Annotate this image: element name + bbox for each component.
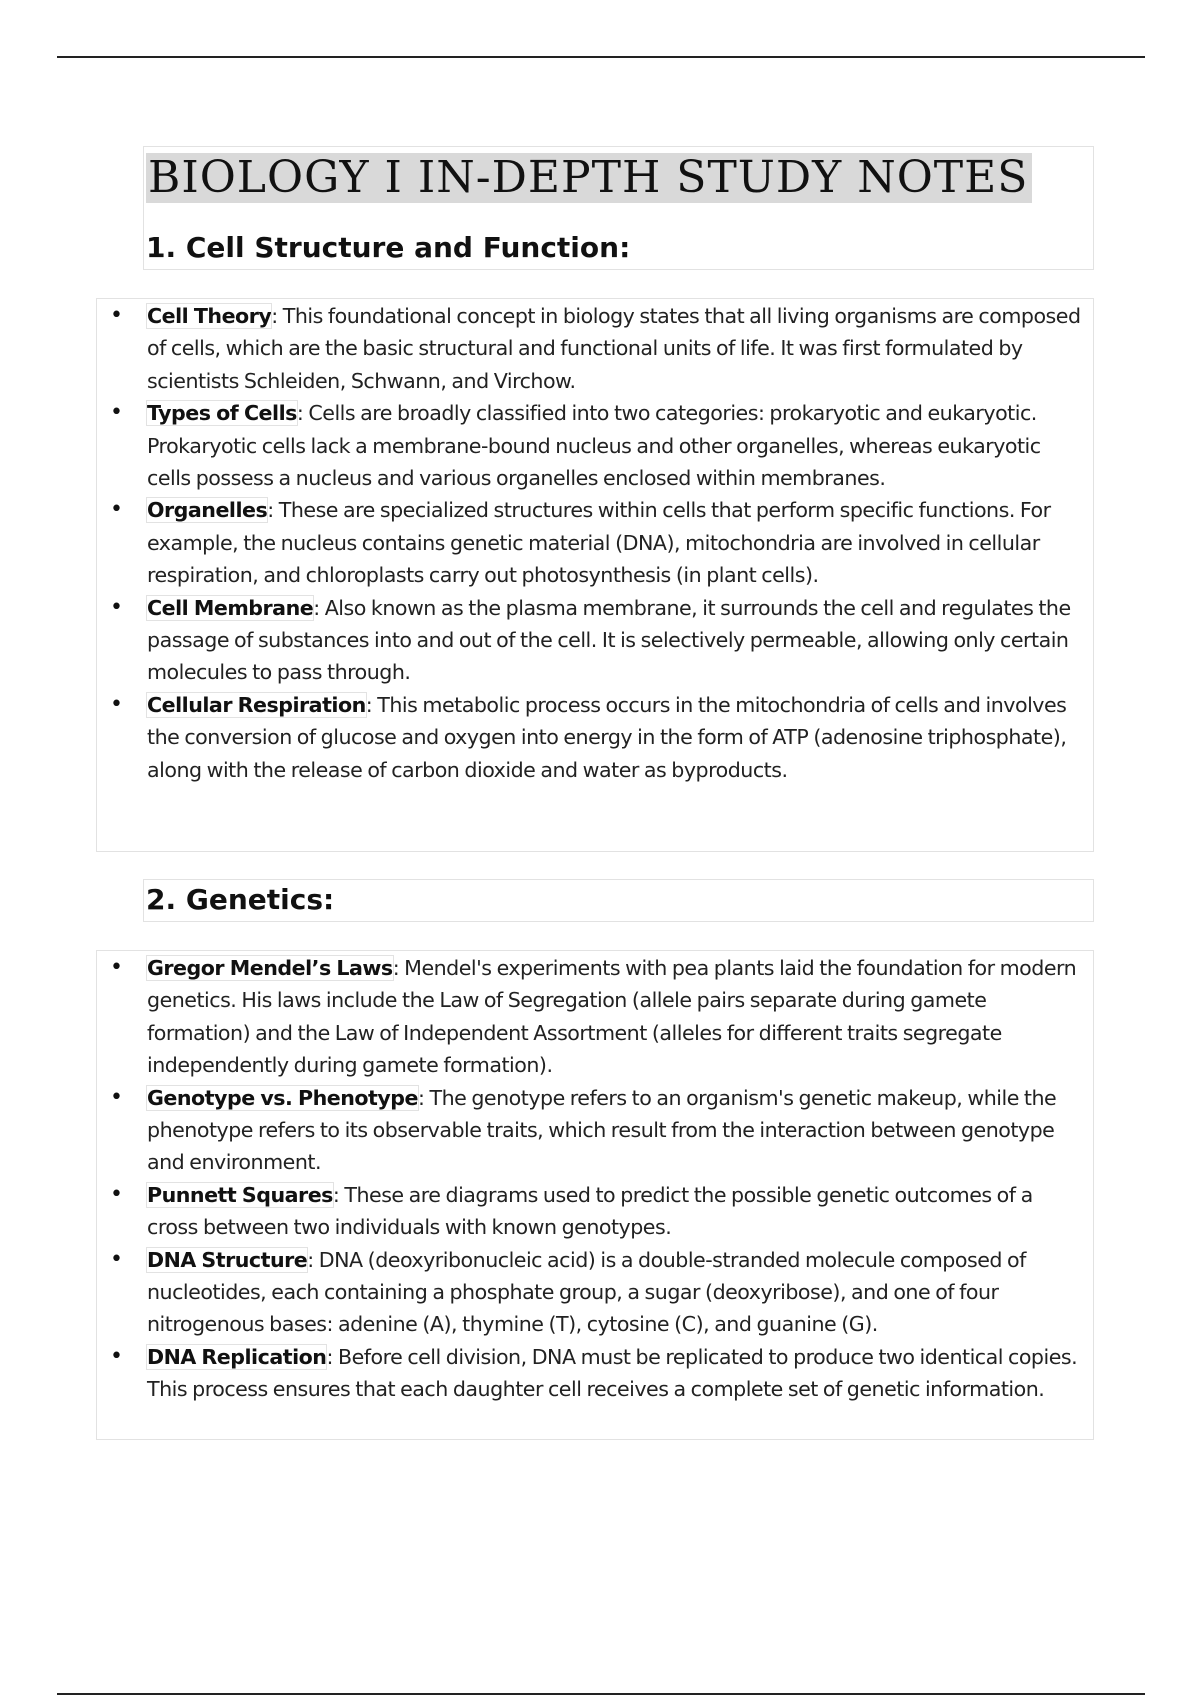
title-block (143, 146, 1094, 270)
term-label: DNA Structure (147, 1247, 308, 1272)
cell-structure-list (96, 298, 1094, 852)
bullet-icon: • (110, 497, 123, 523)
bullet-icon: • (110, 1181, 123, 1207)
section-heading-genetics: 2. Genetics: (146, 883, 335, 916)
bullet-icon: • (110, 955, 123, 980)
top-rule (57, 56, 1145, 58)
list-item (97, 592, 1093, 689)
term-label: Gregor Mendel’s Laws (147, 956, 393, 980)
bullet-icon: • (110, 1246, 123, 1272)
term-description: : These are diagrams used to predict the possible genetic outcomes of a cross between two individuals with known genotypes. (147, 1182, 1033, 1240)
term-description: : DNA (deoxyribonucleic acid) is a double-stranded molecule composed of nucleotides, each containing a phosphate group, a sugar (deoxyribose), and one of four nitrogenous bases: adenine (A), thymine (T), cytosine (C), and guanine (G). (147, 1247, 1026, 1337)
genetics-heading-block (143, 879, 1094, 922)
term-label: Punnett Squares (147, 1182, 333, 1207)
list-item (97, 952, 1093, 1082)
list-item (97, 300, 1093, 397)
term-label: Cellular Respiration (147, 692, 366, 717)
term-description: : Mendel's experiments with pea plants laid the foundation for modern genetics. His laws include the Law of Segregation (allele pairs separate during gamete formation) and the Law of Independent Assortment (alleles for different traits segregate independently during gamete formation). (147, 956, 1077, 1078)
bullet-icon: • (110, 594, 123, 620)
term-description: : These are specialized structures within cells that perform specific functions. For example, the nucleus contains genetic material (DNA), mitochondria are involved in cellular respiration, and chloroplasts carry out photosynthesis (in plant cells). (147, 498, 1051, 588)
term-description: : This foundational concept in biology states that all living organisms are composed of cells, which are the basic structural and functional units of life. It was first formulated by scientists Schleiden, Schwann, and Virchow. (147, 304, 1081, 393)
term-description: : The genotype refers to an organism's genetic makeup, while the phenotype refers to its observable traits, which result from the interaction between genotype and environment. (147, 1085, 1057, 1175)
page-title: BIOLOGY I IN-DEPTH STUDY NOTES (146, 153, 1032, 203)
list-item (97, 397, 1093, 494)
list-item (97, 1244, 1093, 1341)
bullet-icon: • (110, 400, 123, 426)
term-description: : Before cell division, DNA must be replicated to produce two identical copies. This process ensures that each daughter cell receives a complete set of genetic information. (147, 1344, 1078, 1402)
list-item (97, 1179, 1093, 1244)
list-item (97, 1341, 1093, 1406)
term-label: DNA Replication (147, 1344, 327, 1369)
list-item (97, 689, 1093, 786)
term-label: Types of Cells (147, 401, 297, 426)
term-label: Cell Theory (147, 304, 272, 328)
bullet-icon: • (110, 1084, 123, 1110)
list-item (97, 494, 1093, 591)
bullet-icon: • (110, 691, 123, 717)
bullet-icon: • (110, 303, 123, 328)
bottom-rule (57, 1693, 1145, 1695)
term-description: : Cells are broadly classified into two categories: prokaryotic and eukaryotic. Prokaryotic cells lack a membrane-bound nucleus and other organelles, whereas eukaryotic cells possess a nucleus and various organelles enclosed within membranes. (147, 401, 1041, 491)
list-item (97, 1082, 1093, 1179)
section-heading-cell-structure: 1. Cell Structure and Function: (146, 231, 631, 264)
term-label: Organelles (147, 498, 268, 523)
term-label: Cell Membrane (147, 595, 314, 620)
term-description: : This metabolic process occurs in the mitochondria of cells and involves the conversion of glucose and oxygen into energy in the form of ATP (adenosine triphosphate), along with the release of carbon dioxide and water as byproducts. (147, 692, 1067, 782)
genetics-list (96, 950, 1094, 1440)
bullet-icon: • (110, 1343, 123, 1369)
term-description: : Also known as the plasma membrane, it surrounds the cell and regulates the passage of substances into and out of the cell. It is selectively permeable, allowing only certain molecules to pass through. (147, 595, 1071, 685)
term-label: Genotype vs. Phenotype (147, 1085, 419, 1110)
